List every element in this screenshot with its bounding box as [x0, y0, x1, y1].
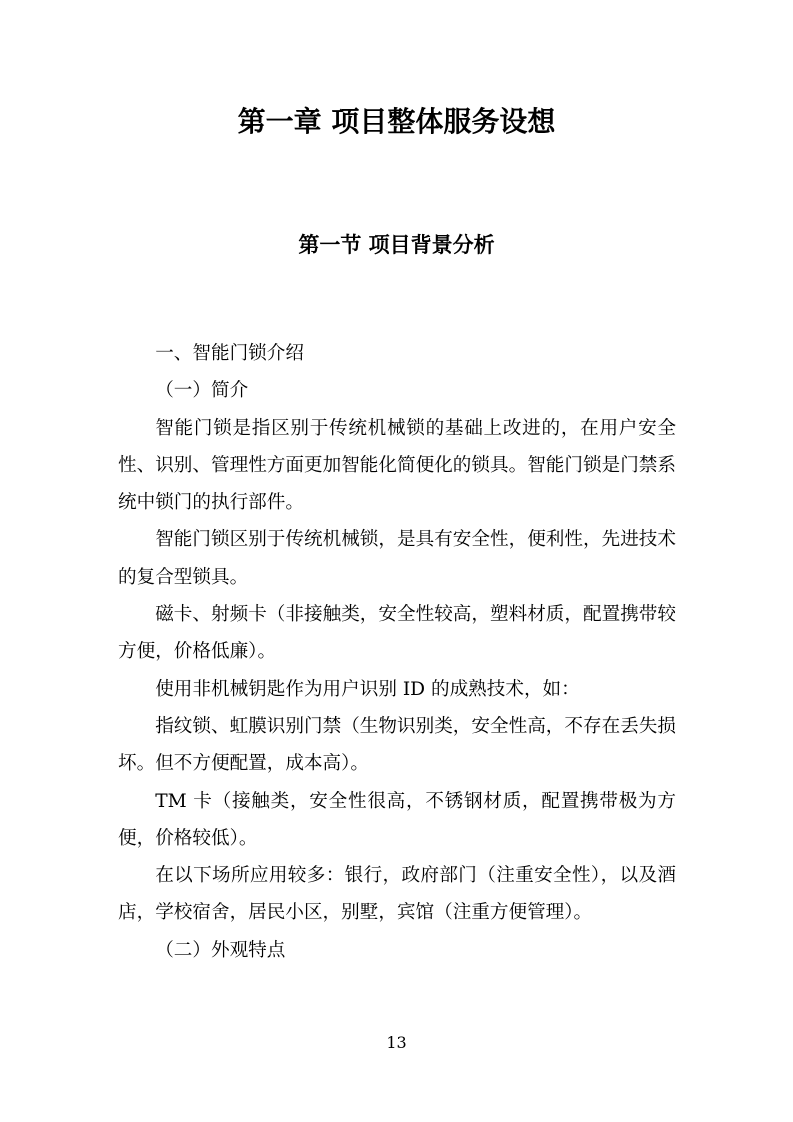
- paragraph: 指纹锁、虹膜识别门禁（生物识别类，安全性高，不存在丢失损坏。但不方便配置，成本高）。: [118, 715, 676, 775]
- section-title: 第一节 项目背景分析: [298, 232, 495, 257]
- subheading-intro: （一）简介: [155, 380, 249, 402]
- page-number: 13: [386, 1033, 407, 1052]
- subheading-appearance: （二）外观特点: [155, 939, 286, 961]
- paragraph: 在以下场所应用较多：银行，政府部门（注重安全性），以及酒店，学校宿舍，居民小区，别墅，宾馆（注重方便管理）。: [118, 865, 676, 924]
- paragraph: 磁卡、射频卡（非接触类，安全性较高，塑料材质，配置携带较方便，价格低廉）。: [118, 604, 676, 663]
- body-text: [118, 335, 676, 969]
- chapter-title: 第一章 项目整体服务设想: [237, 105, 556, 138]
- paragraph: 智能门锁是指区别于传统机械锁的基础上改进的，在用户安全性、识别、管理性方面更加智能化简便化的锁具。智能门锁是门禁系统中锁门的执行部件。: [118, 417, 676, 514]
- paragraph: TM 卡（接触类，安全性很高，不锈钢材质，配置携带极为方便，价格较低）。: [118, 790, 676, 849]
- paragraph: 使用非机械钥匙作为用户识别 ID 的成熟技术，如：: [155, 678, 580, 700]
- paragraph: 智能门锁区别于传统机械锁，是具有安全性，便利性，先进技术的复合型锁具。: [118, 529, 676, 588]
- heading-smart-lock-intro: 一、智能门锁介绍: [155, 343, 304, 364]
